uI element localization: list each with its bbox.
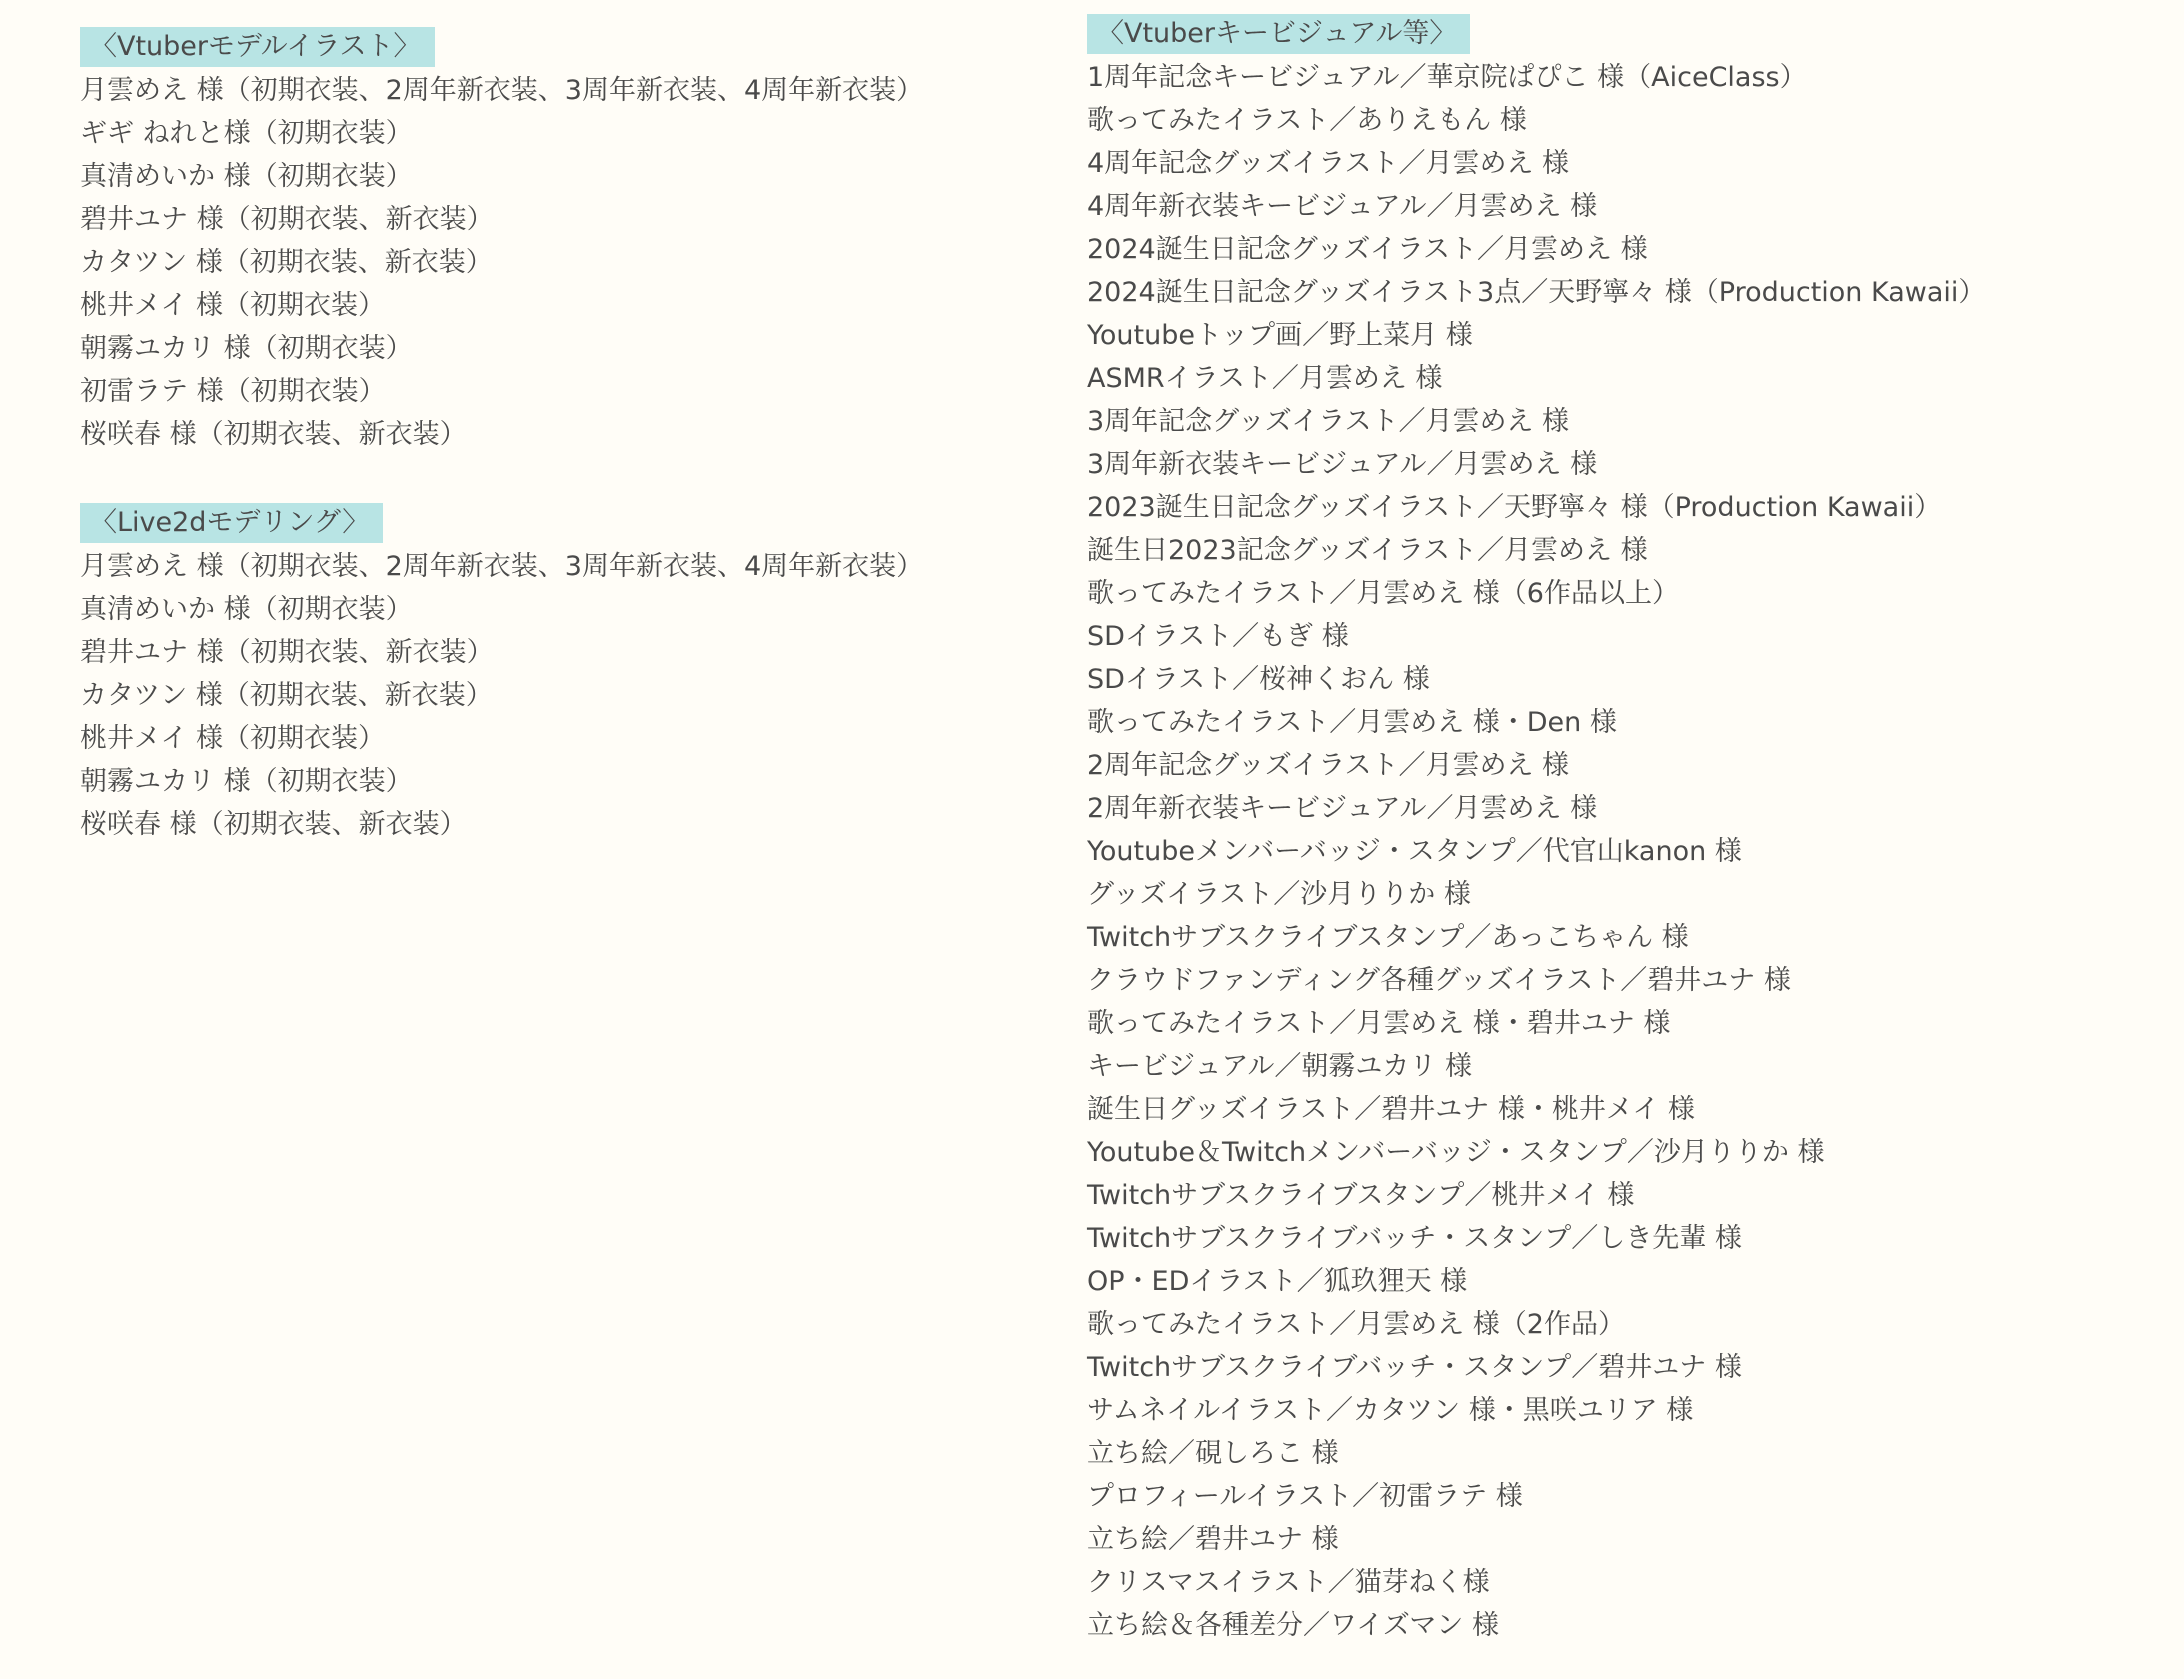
list-item: 4周年新衣装キービジュアル／月雲めえ 様 bbox=[1087, 191, 1598, 222]
right-column bbox=[1087, 0, 2167, 1647]
list-item: 2周年新衣装キービジュアル／月雲めえ 様 bbox=[1087, 793, 1598, 824]
key-visual-list bbox=[1087, 56, 2167, 1647]
list-item: 3周年新衣装キービジュアル／月雲めえ 様 bbox=[1087, 449, 1598, 480]
list-item: 2024誕生日記念グッズイラスト3点／天野寧々 様（Production Kawaii） bbox=[1087, 277, 1986, 308]
list-item: 桃井メイ 様（初期衣装） bbox=[80, 723, 386, 754]
list-item: Twitchサブスクライブバッチ・スタンプ／しき先輩 様 bbox=[1087, 1223, 1742, 1254]
list-item: 2023誕生日記念グッズイラスト／天野寧々 様（Production Kawaii） bbox=[1087, 492, 1942, 523]
list-item: カタツン 様（初期衣装、新衣装） bbox=[80, 680, 493, 711]
model-illustration-list bbox=[80, 69, 1080, 456]
list-item: OP・EDイラスト／狐玖狸天 様 bbox=[1087, 1266, 1468, 1297]
list-item: 歌ってみたイラスト／月雲めえ 様・碧井ユナ 様 bbox=[1087, 1008, 1671, 1039]
list-item: クリスマスイラスト／猫芽ねく様 bbox=[1087, 1567, 1490, 1598]
left-column bbox=[80, 0, 1080, 846]
list-item: Twitchサブスクライブバッチ・スタンプ／碧井ユナ 様 bbox=[1087, 1352, 1742, 1383]
list-item: キービジュアル／朝霧ユカリ 様 bbox=[1087, 1051, 1472, 1082]
list-item: 立ち絵／硯しろこ 様 bbox=[1087, 1438, 1339, 1469]
list-item: 2024誕生日記念グッズイラスト／月雲めえ 様 bbox=[1087, 234, 1648, 265]
list-item: 桜咲春 様（初期衣装、新衣装） bbox=[80, 809, 467, 840]
section-heading-model-illustration: 〈Vtuberモデルイラスト〉 bbox=[80, 27, 435, 67]
list-item: サムネイルイラスト／カタツン 様・黒咲ユリア 様 bbox=[1087, 1395, 1694, 1426]
list-item: 2周年記念グッズイラスト／月雲めえ 様 bbox=[1087, 750, 1570, 781]
list-item: 真清めいか 様（初期衣装） bbox=[80, 161, 413, 192]
list-item: 歌ってみたイラスト／月雲めえ 様・Den 様 bbox=[1087, 707, 1617, 738]
list-item: Youtube＆Twitchメンバーバッジ・スタンプ／沙月りりか 様 bbox=[1087, 1137, 1825, 1168]
list-item: クラウドファンディング各種グッズイラスト／碧井ユナ 様 bbox=[1087, 965, 1791, 996]
list-item: Youtubeトップ画／野上菜月 様 bbox=[1087, 320, 1473, 351]
list-item: SDイラスト／桜神くおん 様 bbox=[1087, 664, 1430, 695]
list-item: 碧井ユナ 様（初期衣装、新衣装） bbox=[80, 637, 494, 668]
list-item: Youtubeメンバーバッジ・スタンプ／代官山kanon 様 bbox=[1087, 836, 1742, 867]
list-item: 立ち絵／碧井ユナ 様 bbox=[1087, 1524, 1339, 1555]
section-heading-key-visual: 〈Vtuberキービジュアル等〉 bbox=[1087, 14, 1470, 54]
list-item: 誕生日2023記念グッズイラスト／月雲めえ 様 bbox=[1087, 535, 1648, 566]
list-item: 歌ってみたイラスト／ありえもん 様 bbox=[1087, 105, 1527, 136]
list-item: ギギ ねれと様（初期衣装） bbox=[80, 118, 413, 149]
list-item: 1周年記念キービジュアル／華京院ぱぴこ 様（AiceClass） bbox=[1087, 62, 1807, 93]
live2d-modeling-section bbox=[80, 503, 1080, 846]
list-item: カタツン 様（初期衣装、新衣装） bbox=[80, 247, 493, 278]
list-item: 桃井メイ 様（初期衣装） bbox=[80, 290, 386, 321]
list-item: 朝霧ユカリ 様（初期衣装） bbox=[80, 766, 413, 797]
model-illustration-section bbox=[80, 27, 1080, 456]
list-item: SDイラスト／もぎ 様 bbox=[1087, 621, 1349, 652]
list-item: 碧井ユナ 様（初期衣装、新衣装） bbox=[80, 204, 494, 235]
list-item: Twitchサブスクライブスタンプ／あっこちゃん 様 bbox=[1087, 922, 1689, 953]
list-item: 立ち絵＆各種差分／ワイズマン 様 bbox=[1087, 1610, 1499, 1641]
list-item: ASMRイラスト／月雲めえ 様 bbox=[1087, 363, 1443, 394]
list-item: Twitchサブスクライブスタンプ／桃井メイ 様 bbox=[1087, 1180, 1635, 1211]
list-item: 月雲めえ 様（初期衣装、2周年新衣装、3周年新衣装、4周年新衣装） bbox=[80, 75, 924, 106]
list-item: 初雷ラテ 様（初期衣装） bbox=[80, 376, 386, 407]
list-item: プロフィールイラスト／初雷ラテ 様 bbox=[1087, 1481, 1523, 1512]
list-item: 誕生日グッズイラスト／碧井ユナ 様・桃井メイ 様 bbox=[1087, 1094, 1695, 1125]
key-visual-section bbox=[1087, 14, 2167, 1647]
list-item: 月雲めえ 様（初期衣装、2周年新衣装、3周年新衣装、4周年新衣装） bbox=[80, 551, 924, 582]
list-item: グッズイラスト／沙月りりか 様 bbox=[1087, 879, 1471, 910]
list-item: 歌ってみたイラスト／月雲めえ 様（2作品） bbox=[1087, 1309, 1625, 1340]
list-item: 桜咲春 様（初期衣装、新衣装） bbox=[80, 419, 467, 450]
live2d-modeling-list bbox=[80, 545, 1080, 846]
list-item: 真清めいか 様（初期衣装） bbox=[80, 594, 413, 625]
list-item: 4周年記念グッズイラスト／月雲めえ 様 bbox=[1087, 148, 1570, 179]
list-item: 朝霧ユカリ 様（初期衣装） bbox=[80, 333, 413, 364]
section-heading-live2d-modeling: 〈Live2dモデリング〉 bbox=[80, 503, 383, 543]
list-item: 3周年記念グッズイラスト／月雲めえ 様 bbox=[1087, 406, 1570, 437]
list-item: 歌ってみたイラスト／月雲めえ 様（6作品以上） bbox=[1087, 578, 1679, 609]
